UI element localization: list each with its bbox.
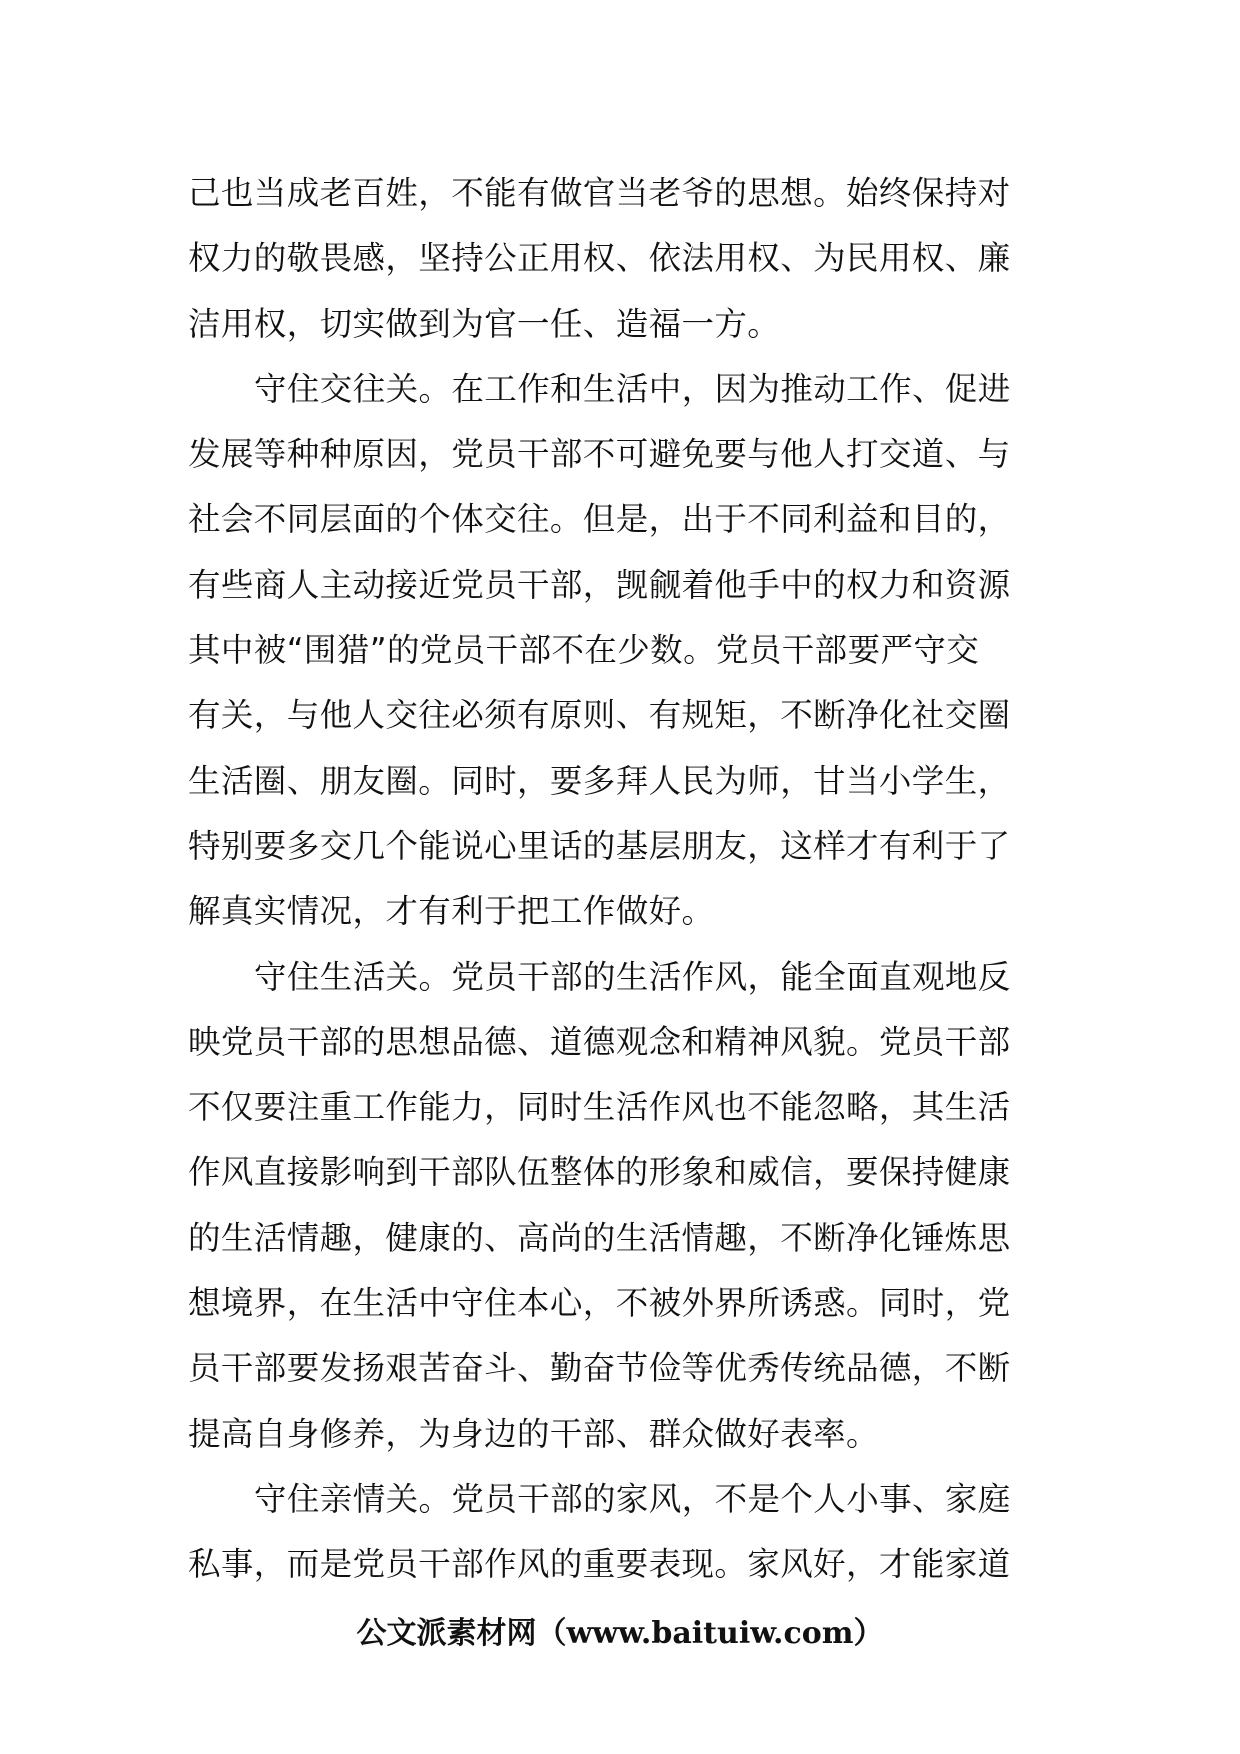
page-footer-source: 公文派素材网（www.baituiw.com） [356, 1616, 884, 1651]
text-line: 权力的敬畏感，坚持公正用权、依法用权、为民用权、廉 [188, 239, 1011, 278]
text-line: 生活圈、朋友圈。同时，要多拜人民为师，甘当小学生， [188, 761, 1011, 800]
text-line: 作风直接影响到干部队伍整体的形象和威信，要保持健康 [188, 1153, 1011, 1192]
text-line: 发展等种种原因，党员干部不可避免要与他人打交道、与 [188, 435, 1011, 474]
body-text [188, 161, 1064, 1598]
text-line: 员干部要发扬艰苦奋斗、勤奋节俭等优秀传统品德，不断 [188, 1349, 1011, 1388]
text-line: 社会不同层面的个体交往。但是，出于不同利益和目的， [188, 500, 1011, 539]
text-line: 守住交往关。在工作和生活中，因为推动工作、促进 [254, 369, 1011, 408]
text-line: 私事，而是党员干部作风的重要表现。家风好，才能家道 [188, 1545, 1011, 1584]
text-line: 洁用权，切实做到为官一任、造福一方。 [188, 304, 781, 343]
text-line: 守住生活关。党员干部的生活作风，能全面直观地反 [254, 957, 1011, 996]
text-line: 有关，与他人交往必须有原则、有规矩，不断净化社交圈 [188, 696, 1011, 735]
text-line: 不仅要注重工作能力，同时生活作风也不能忽略，其生活 [188, 1088, 1011, 1127]
text-line: 特别要多交几个能说心里话的基层朋友，这样才有利于了 [188, 826, 1011, 865]
text-line: 有些商人主动接近党员干部，觊觎着他手中的权力和资源 [188, 565, 1011, 604]
text-line: 己也当成老百姓，不能有做官当老爷的思想。始终保持对 [188, 174, 1011, 212]
text-line: 提高自身修养，为身边的干部、群众做好表率。 [188, 1414, 879, 1453]
text-line: 的生活情趣，健康的、高尚的生活情趣，不断净化锤炼思 [188, 1218, 1011, 1257]
text-line: 守住亲情关。党员干部的家风，不是个人小事、家庭 [254, 1479, 1011, 1518]
text-line: 其中被“围猎”的党员干部不在少数。党员干部要严守交 [188, 631, 980, 670]
text-line: 映党员干部的思想品德、道德观念和精神风貌。党员干部 [188, 1022, 1011, 1061]
text-line: 解真实情况，才有利于把工作做好。 [188, 892, 715, 931]
text-line: 想境界，在生活中守住本心，不被外界所诱惑。同时，党 [188, 1284, 1011, 1323]
